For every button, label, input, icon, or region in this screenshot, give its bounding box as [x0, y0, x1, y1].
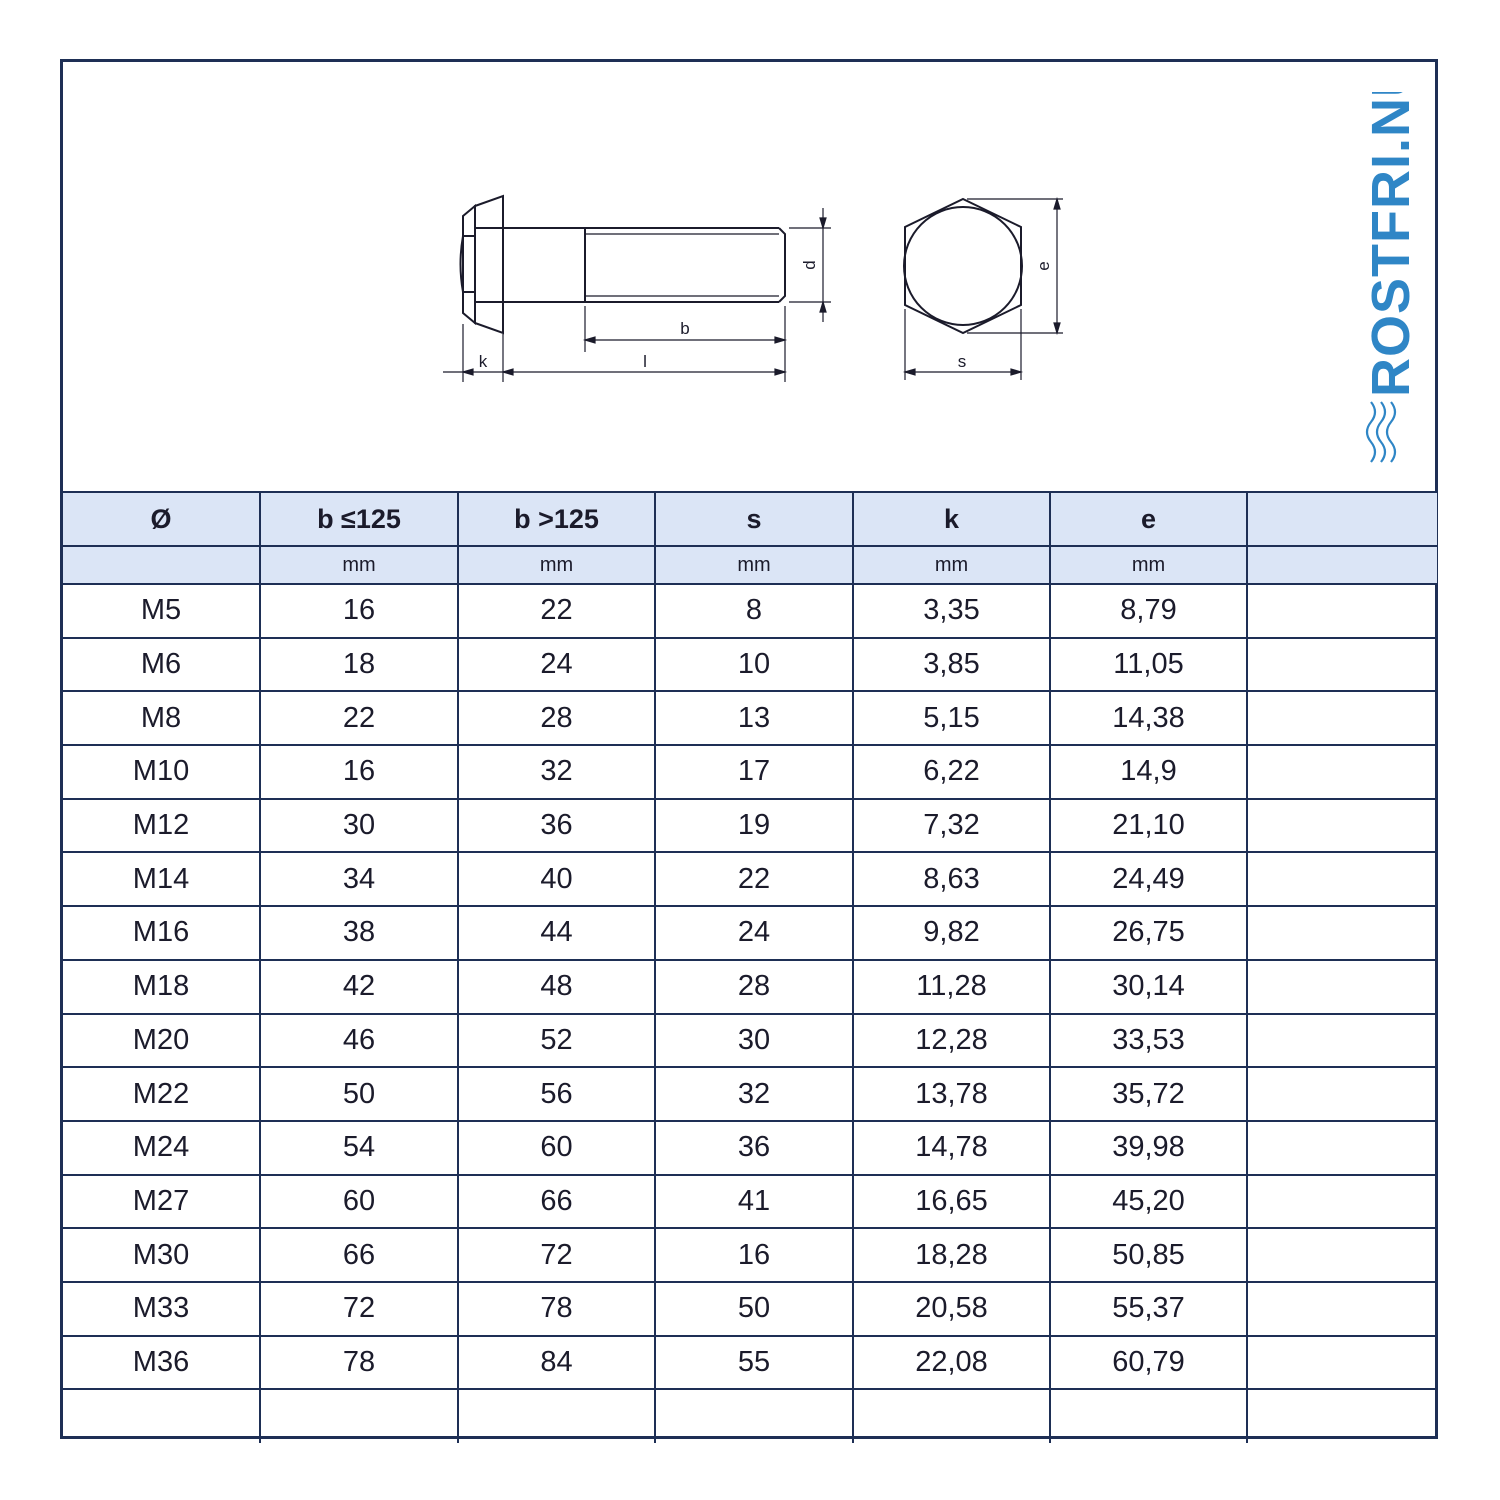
thread-size-cell: M22: [63, 1067, 260, 1121]
unit-cell: [63, 546, 260, 584]
dimension-cell: 45,20: [1050, 1175, 1247, 1229]
dimension-cell: 72: [260, 1282, 458, 1336]
dimension-cell: 34: [260, 852, 458, 906]
dim-label-e: e: [1034, 261, 1053, 271]
dimension-cell: [1247, 1175, 1437, 1229]
table-row: [63, 799, 1437, 853]
table-row: [63, 638, 1437, 692]
dimension-cell: 16: [260, 745, 458, 799]
table-row: [63, 1067, 1437, 1121]
dimension-cell: 5,15: [853, 691, 1050, 745]
hex-bolt-technical-drawing: [63, 62, 1435, 491]
thread-size-cell: M24: [63, 1121, 260, 1175]
dimension-cell: 42: [260, 960, 458, 1014]
dimension-cell: 11,05: [1050, 638, 1247, 692]
table-row: [63, 906, 1437, 960]
dimension-cell: 13: [655, 691, 853, 745]
dimension-cell: 14,78: [853, 1121, 1050, 1175]
dim-label-s: s: [957, 352, 967, 371]
thread-size-cell: M18: [63, 960, 260, 1014]
dimension-cell: [1247, 799, 1437, 853]
header-s: s: [655, 492, 853, 546]
empty-cell: [63, 1389, 260, 1443]
dimension-cell: 36: [458, 799, 655, 853]
dimension-cell: [1247, 906, 1437, 960]
dim-label-k: k: [478, 352, 488, 371]
dimension-cell: 24: [655, 906, 853, 960]
empty-cell: [655, 1389, 853, 1443]
table-row: [63, 1175, 1437, 1229]
table-row: [63, 1228, 1437, 1282]
dimension-cell: 40: [458, 852, 655, 906]
dimension-cell: 24,49: [1050, 852, 1247, 906]
dimension-cell: 46: [260, 1014, 458, 1068]
dimension-cell: 6,22: [853, 745, 1050, 799]
dim-label-l: l: [643, 352, 647, 371]
dimension-cell: 30: [655, 1014, 853, 1068]
dimension-cell: [1247, 1014, 1437, 1068]
dimension-cell: 21,10: [1050, 799, 1247, 853]
dimension-cell: 66: [260, 1228, 458, 1282]
dimension-cell: [1247, 1228, 1437, 1282]
unit-cell: mm: [260, 546, 458, 584]
dimension-cell: 50: [260, 1067, 458, 1121]
dimension-cell: 35,72: [1050, 1067, 1247, 1121]
dimension-cell: 39,98: [1050, 1121, 1247, 1175]
dimension-cell: 24: [458, 638, 655, 692]
dimension-cell: 8,79: [1050, 584, 1247, 638]
thread-size-cell: M36: [63, 1336, 260, 1390]
thread-size-cell: M20: [63, 1014, 260, 1068]
dimension-cell: [1247, 1336, 1437, 1390]
table-row: [63, 852, 1437, 906]
thread-size-cell: M14: [63, 852, 260, 906]
dimension-cell: 17: [655, 745, 853, 799]
table-row: [63, 745, 1437, 799]
dimension-cell: [1247, 1282, 1437, 1336]
dimension-cell: 72: [458, 1228, 655, 1282]
dimension-cell: 54: [260, 1121, 458, 1175]
dimension-cell: 55,37: [1050, 1282, 1247, 1336]
dimension-cell: 56: [458, 1067, 655, 1121]
bolt-dimension-table: [63, 491, 1437, 1443]
spec-sheet-frame: [60, 59, 1438, 1439]
dimension-cell: 52: [458, 1014, 655, 1068]
table-row: [63, 1336, 1437, 1390]
dimension-cell: 28: [458, 691, 655, 745]
thread-size-cell: M12: [63, 799, 260, 853]
dimension-cell: [1247, 691, 1437, 745]
dimension-cell: [1247, 1067, 1437, 1121]
dimension-cell: 30,14: [1050, 960, 1247, 1014]
unit-cell: mm: [1050, 546, 1247, 584]
empty-cell: [853, 1389, 1050, 1443]
dimension-cell: 14,38: [1050, 691, 1247, 745]
bolt-drawing-area: [63, 62, 1435, 491]
table-row: [63, 691, 1437, 745]
empty-cell: [458, 1389, 655, 1443]
thread-size-cell: M8: [63, 691, 260, 745]
dimension-cell: [1247, 1121, 1437, 1175]
header-e: e: [1050, 492, 1247, 546]
empty-cell: [260, 1389, 458, 1443]
dimension-cell: 9,82: [853, 906, 1050, 960]
dimension-cell: [1247, 852, 1437, 906]
header-b-le-125: b ≤125: [260, 492, 458, 546]
dimension-cell: 22,08: [853, 1336, 1050, 1390]
thread-size-cell: M16: [63, 906, 260, 960]
dimension-cell: 44: [458, 906, 655, 960]
dimension-cell: 50: [655, 1282, 853, 1336]
dimension-cell: 12,28: [853, 1014, 1050, 1068]
dim-label-b: b: [680, 319, 690, 338]
dimension-cell: 48: [458, 960, 655, 1014]
dimension-cell: 60,79: [1050, 1336, 1247, 1390]
dimension-cell: 14,9: [1050, 745, 1247, 799]
dimension-cell: 55: [655, 1336, 853, 1390]
dimension-cell: [1247, 960, 1437, 1014]
table-row: [63, 584, 1437, 638]
thread-size-cell: M27: [63, 1175, 260, 1229]
dimension-cell: 13,78: [853, 1067, 1050, 1121]
dimension-cell: 66: [458, 1175, 655, 1229]
dim-label-d: d: [800, 260, 819, 270]
dimension-cell: [1247, 745, 1437, 799]
dimension-cell: 60: [458, 1121, 655, 1175]
unit-cell: mm: [853, 546, 1050, 584]
dimension-cell: 20,58: [853, 1282, 1050, 1336]
table-row: [63, 1121, 1437, 1175]
dimension-cell: 78: [260, 1336, 458, 1390]
dimension-cell: [1247, 638, 1437, 692]
logo-text: ROSTFRI.NU: [1361, 92, 1421, 397]
units-row: [63, 546, 1437, 584]
dimension-cell: 16: [260, 584, 458, 638]
dimension-cell: 33,53: [1050, 1014, 1247, 1068]
header-row: [63, 492, 1437, 546]
table-row: [63, 1014, 1437, 1068]
dimension-cell: 30: [260, 799, 458, 853]
header-b-gt-125: b >125: [458, 492, 655, 546]
unit-cell: mm: [458, 546, 655, 584]
rostfri-logo: [1353, 92, 1433, 472]
table-row: [63, 1282, 1437, 1336]
dimension-cell: 38: [260, 906, 458, 960]
wave-icon: [1367, 402, 1395, 462]
thread-size-cell: M10: [63, 745, 260, 799]
thread-size-cell: M33: [63, 1282, 260, 1336]
dimension-cell: 41: [655, 1175, 853, 1229]
dimension-cell: 16: [655, 1228, 853, 1282]
dimension-cell: 8,63: [853, 852, 1050, 906]
dimension-cell: 18,28: [853, 1228, 1050, 1282]
dimension-cell: 22: [458, 584, 655, 638]
unit-cell: [1247, 546, 1437, 584]
header-extra: [1247, 492, 1437, 546]
dimension-cell: 26,75: [1050, 906, 1247, 960]
dimension-cell: 28: [655, 960, 853, 1014]
header-k: k: [853, 492, 1050, 546]
header-diameter: Ø: [63, 492, 260, 546]
dimension-cell: 16,65: [853, 1175, 1050, 1229]
empty-cell: [1247, 1389, 1437, 1443]
dimension-cell: 3,35: [853, 584, 1050, 638]
dimension-cell: 36: [655, 1121, 853, 1175]
thread-size-cell: M30: [63, 1228, 260, 1282]
dimension-cell: 50,85: [1050, 1228, 1247, 1282]
dimension-cell: 60: [260, 1175, 458, 1229]
table-row: [63, 960, 1437, 1014]
empty-row: [63, 1389, 1437, 1443]
dimension-cell: 18: [260, 638, 458, 692]
dimension-cell: 3,85: [853, 638, 1050, 692]
dimension-cell: 7,32: [853, 799, 1050, 853]
dimension-cell: 19: [655, 799, 853, 853]
dimension-cell: 22: [260, 691, 458, 745]
empty-cell: [1050, 1389, 1247, 1443]
dimension-cell: [1247, 584, 1437, 638]
dimension-cell: 84: [458, 1336, 655, 1390]
dimension-cell: 11,28: [853, 960, 1050, 1014]
thread-size-cell: M5: [63, 584, 260, 638]
dimension-cell: 32: [458, 745, 655, 799]
dimension-cell: 10: [655, 638, 853, 692]
dimension-cell: 78: [458, 1282, 655, 1336]
dimension-cell: 22: [655, 852, 853, 906]
dimension-cell: 8: [655, 584, 853, 638]
dimension-cell: 32: [655, 1067, 853, 1121]
unit-cell: mm: [655, 546, 853, 584]
thread-size-cell: M6: [63, 638, 260, 692]
